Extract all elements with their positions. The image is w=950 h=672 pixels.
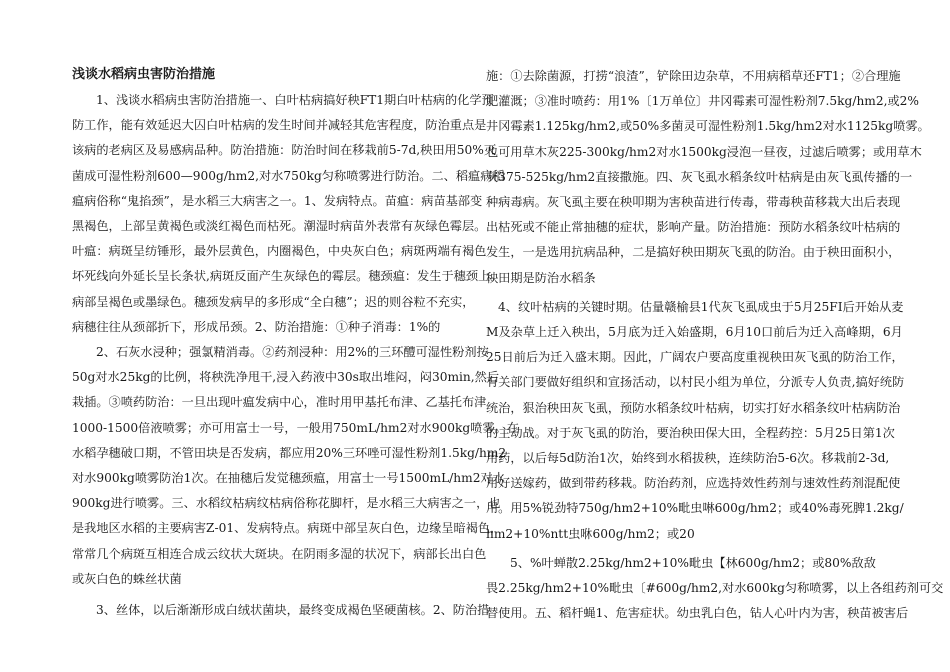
paragraph-line: 灰375-525kg/hm2直接撒施。四、灰飞虱水稻条纹叶枯病是由灰飞虱传播的一 (486, 169, 913, 184)
paragraph-line: 出枯死或不能止常抽穗的症状，影响产量。防治措施：预防水稻条纹叶枯病的 (486, 220, 901, 235)
paragraph-line: 25日前后为迁入盛末期。因此，广阔农户要高度重视秧田灰飞虱的防治工作， (486, 350, 904, 365)
paragraph-line: 井冈霉素1.125kg/hm2,或50%多菌灵可湿性粉剂1.5kg/hm2对水1125kg喷雾。 (486, 119, 930, 134)
paragraph-line: 种病毒病。灰飞虱主要在秧叩期为害秧苗进行传毒，带毒秧苗移栽大出后表现 (486, 195, 901, 210)
paragraph-line: 水稻孕穗破口期，不管田块是否发病，都应用20%三环唑可湿性粉剂1.5kg/hm2 (72, 445, 507, 460)
paragraph-line: 发生，一是选用抗病品种，二是搞好秧田期灰飞虱的防治。由于秧田面积小， (486, 245, 901, 260)
paragraph-line: 1、浅谈水稻病虫害防治措施一、白叶枯病搞好秧FT1期白叶枯病的化学预 (96, 93, 494, 107)
paragraph-line: 肥灌溉；③准时喷药：用1%〔1万单位〕井冈霉素可湿性粉剂7.5kg/hm2,或2% (486, 94, 920, 109)
paragraph-line: 用药，以后每5d防治1次，始终到水稻拔秧，连续防治5-6次。移栽前2-3d, (486, 451, 890, 466)
paragraph-line: 的主动战。对于灰飞虱的防治，要治秧田保大田，全程药控：5月25日第1次 (486, 425, 895, 440)
paragraph-line: 防工作，能有效延迟大囚白叶枯病的发生时间并减轻其危害程度，防治重点是 (72, 118, 487, 133)
paragraph-line: 1000-1500倍液喷雾；亦可用富士一号，一般用750mL/hm2对水900kg喷雾。在 (72, 420, 519, 435)
paragraph-line: 统治，狠治秧田灰飞虱，预防水稻条纹叶枯病，切实打好水稻条纹叶枯病防治 (486, 400, 901, 415)
paragraph-line: 黑褐色，上部呈黄褐色或淡红褐色而枯死。潮湿时病苗外表常有灰绿色霉层。 (72, 219, 487, 234)
paragraph-line: 坏死线向外延长呈长条状,病斑反面产生灰绿色的霉层。穗颈瘟：发生于穗颈上。 (72, 269, 503, 284)
paragraph-line: 用好送嫁药，做到带药移栽。防治药剂，应选持效性药剂与速效性药剂混配使 (486, 476, 901, 491)
paragraph-line: 4、纹叶枯病的关键时期。估量赣榆县1代灰飞虱成虫于5月25FI后开始从麦 (498, 299, 904, 314)
paragraph-line: 畏2.25kg/hm2+10%毗虫〔#600g/hm2,对水600kg匀称喷雾，以上各组药剂可交 (486, 581, 944, 596)
paragraph-line: 或灰白色的蛛丝状菌 (72, 571, 182, 586)
paragraph-line: M及杂草上迁入秧出，5月底为迁入始盛期，6月10口前后为迁入高峰期，6月 (486, 325, 903, 340)
paragraph-line: 5、%叶蝉散2.25kg/hm2+10%毗虫【林600g/hm2；或80%敌敌 (510, 555, 876, 570)
paragraph-line: 菌成可湿性粉剂600—900g/hm2,对水750kg匀称喷雾进行防治。二、稻瘟病稻 (72, 168, 505, 183)
paragraph-line: 病穗往往从颈部折下，形成吊颈。2、防治措施：①种子消毒：1%的 (72, 319, 441, 334)
paragraph-line: 900kg进行喷雾。三、水稻纹枯病纹枯病俗称花脚杆，是水稻三大病害之一，也 (72, 496, 501, 511)
paragraph-line: 叶瘟：病斑呈纺锤形，最外层黄色，内圈褐色，中央灰白色；病斑两端有褐色 (72, 244, 487, 259)
document-title: 浅谈水稻病虫害防治措施 (72, 67, 216, 82)
paragraph-line: 也可用草木灰225-300kg/hm2对水1500kg浸泡一昼夜，过滤后喷雾；或用草木 (486, 144, 922, 159)
paragraph-line: 3、丝体，以后渐渐形成白绒状菌块，最终变成褐色坚硬菌核。2、防治措 (96, 603, 490, 618)
paragraph-line: 2、石灰水浸种；强氯精消毒。②药剂浸种：用2%的三环醴可湿性粉剂按 (96, 345, 489, 360)
paragraph-line: 有关部门要做好组织和宣扬活动，以村民小组为单位，分派专人负责,搞好统防 (486, 375, 905, 390)
paragraph-line: 秧田期是防治水稻条 (486, 270, 596, 285)
paragraph-line: 50g对水25kg的比例，将秧洗净甩干,浸入药液中30s取出堆闷，闷30min,然后 (72, 370, 500, 385)
paragraph-line: 施：①去除菌源，打捞“浪渣”，铲除田边杂草，不用病稻草还FT1；②合理施 (486, 69, 901, 83)
left-column (72, 62, 519, 623)
paragraph-line: 该病的老病区及易感病品种。防治措施：防治时间在移栽前5-7d,秧田用50%灭 (72, 143, 497, 158)
paragraph-line: 用。用5%锐劲特750g/hm2+10%毗虫啉600g/hm2；或40%毒死脾1.2kg/ (486, 501, 904, 516)
right-column (486, 64, 944, 626)
paragraph-line: 栽插。③喷药防治：一旦出现叶瘟发病中心，准时用甲基托布津、乙基托布津 (72, 395, 487, 410)
paragraph-line: 替使用。五、稻杆蝇1、危害症状。幼虫乳白色，钻人心叶内为害，秧苗被害后 (486, 606, 909, 621)
paragraph-line: 病部呈褐色或墨绿色。穗颈发病早的多形成“全白穗”；迟的则谷粒不充实， (72, 294, 475, 309)
paragraph-line: 是我地区水稻的主要病害Z-01、发病特点。病斑中部呈灰白色，边缘呈暗褐色， (72, 521, 503, 536)
paragraph-line: hm2+10%ntt虫咻600g/hm2；或20 (486, 526, 695, 541)
paragraph-line: 常常几个病斑互相连合成云纹状大斑块。在阴雨多湿的状况下，病部长出白色 (72, 546, 487, 561)
paragraph-line: 对水900kg喷雾防治1次。在抽穗后发觉穗颈瘟，用富士一号1500mL/hm2对水 (72, 471, 505, 486)
paragraph-line: 瘟病俗称“鬼掐颈”，是水稻三大病害之一。1、发病特点。苗瘟：病苗基部变 (72, 193, 483, 208)
